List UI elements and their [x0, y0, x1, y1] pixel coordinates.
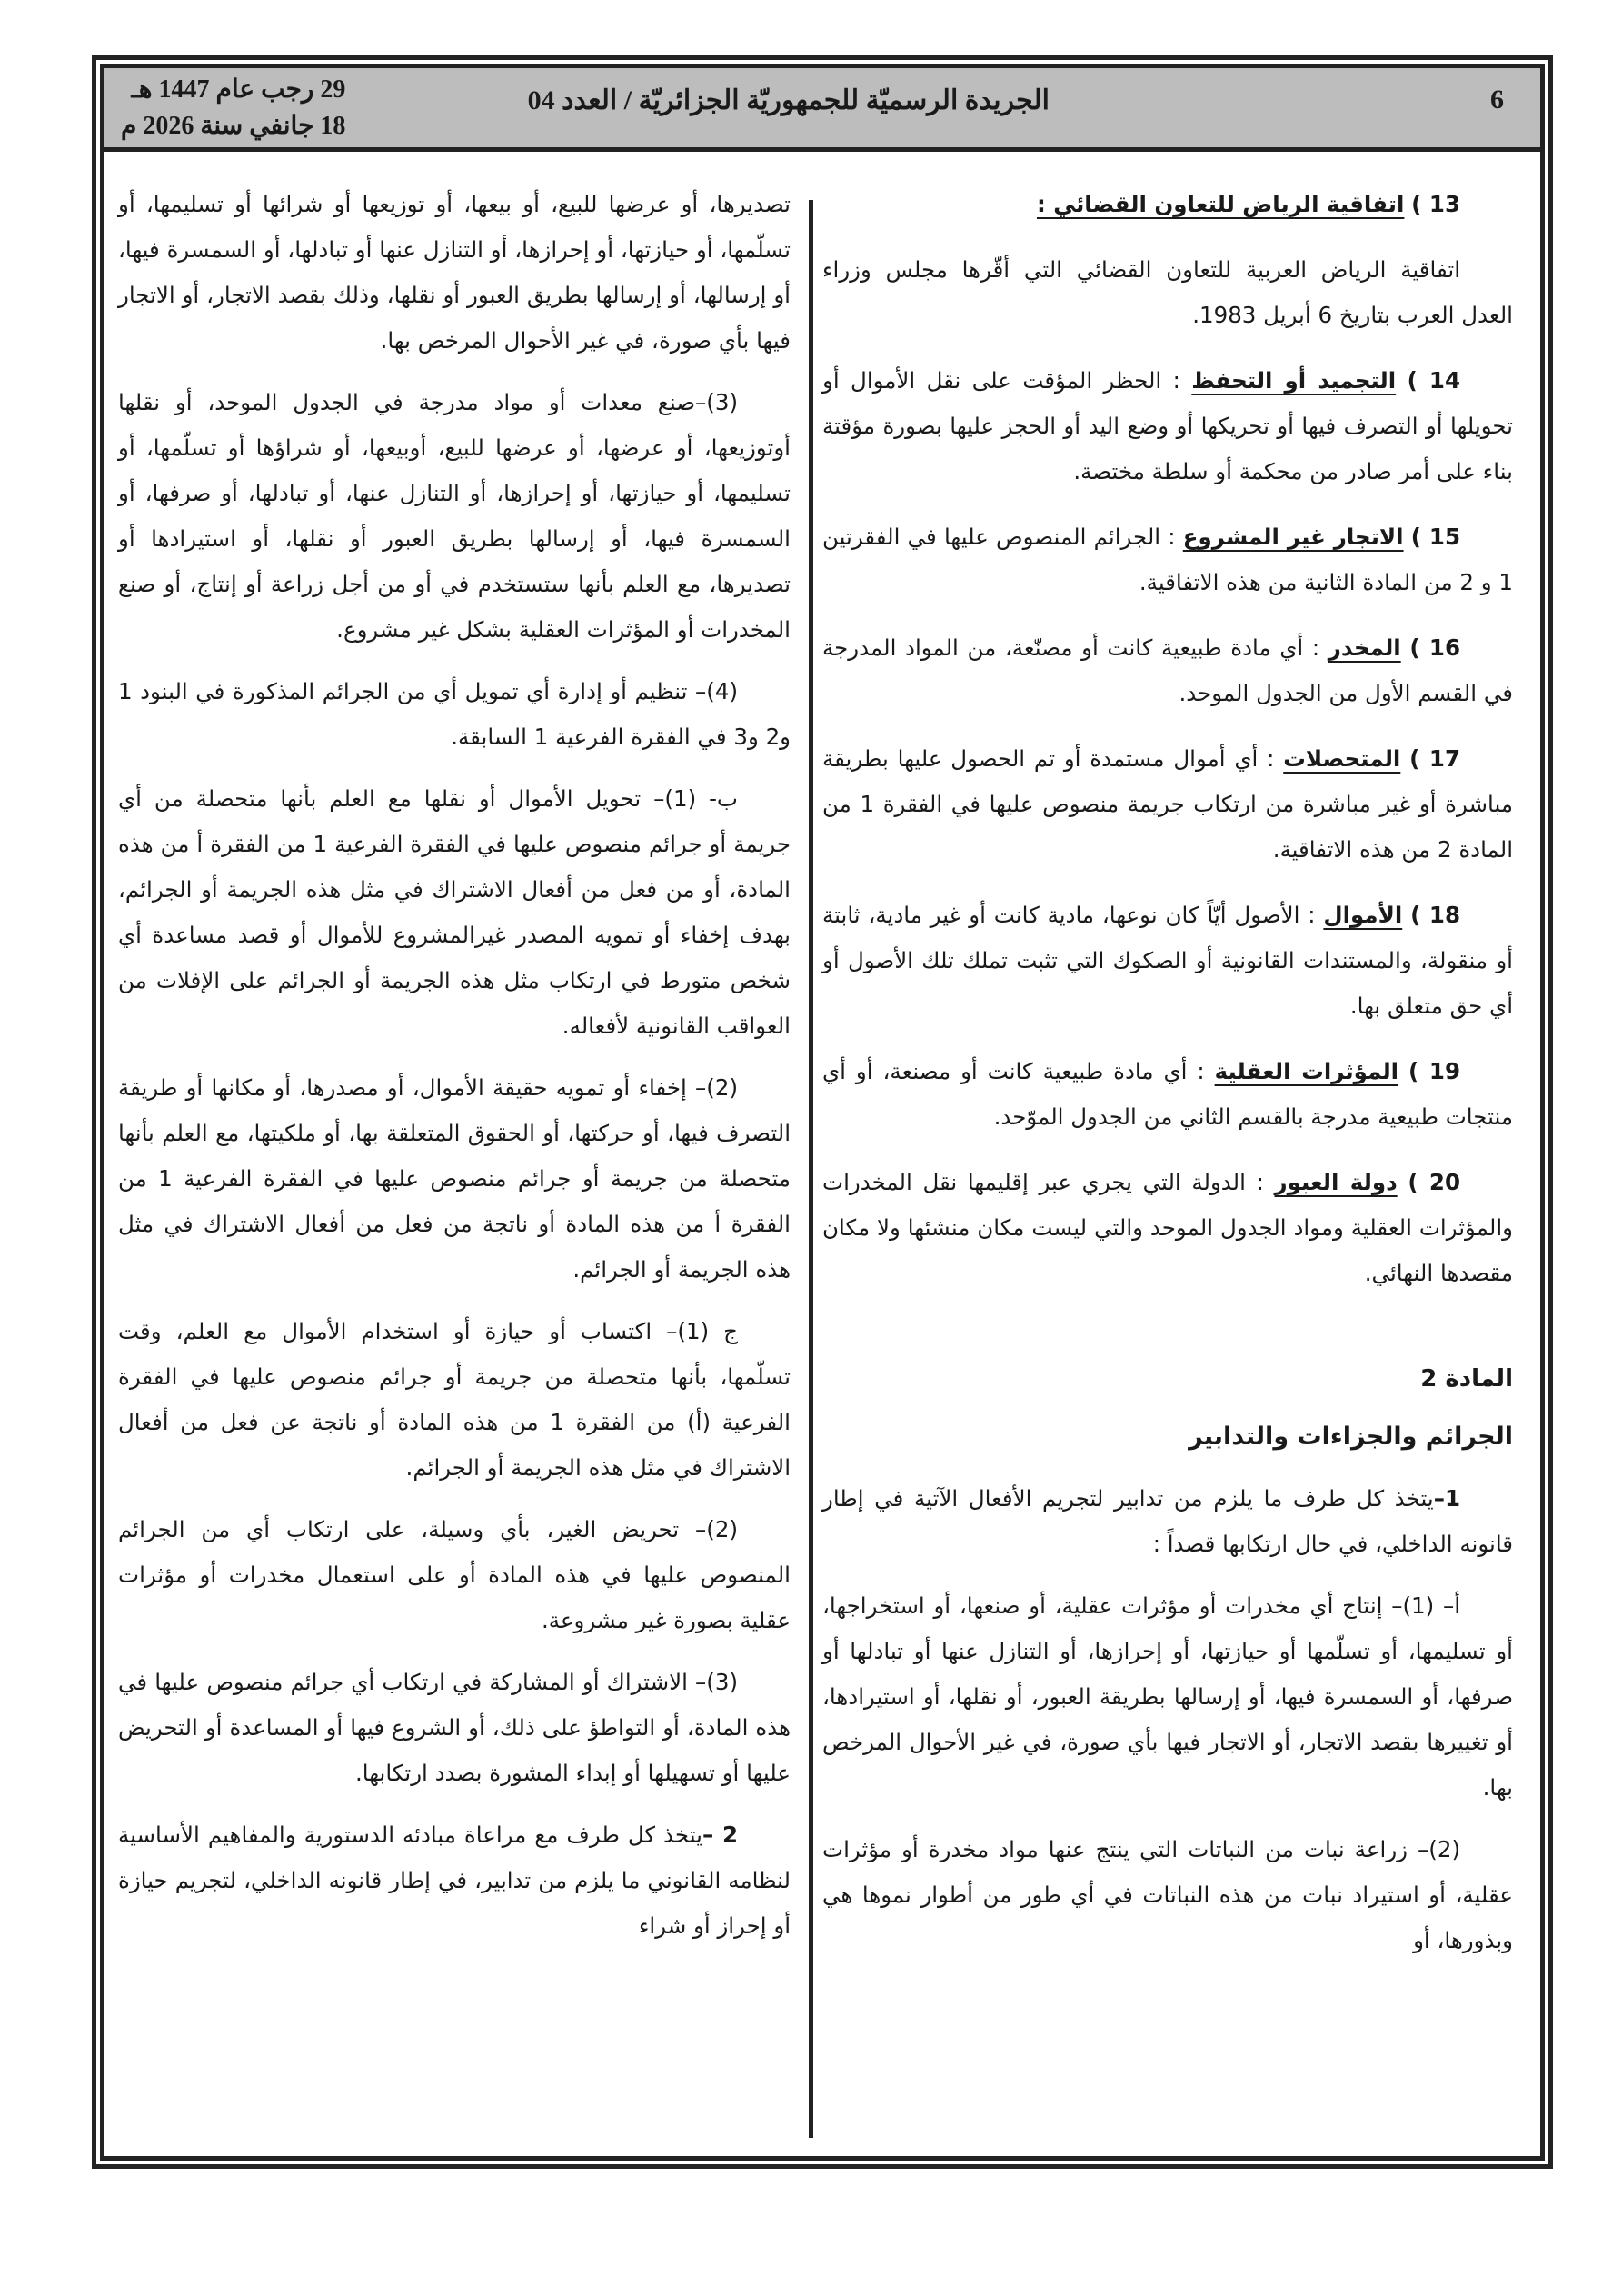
article-paragraph — [118, 1812, 791, 1949]
article-paragraph — [822, 1827, 1513, 1963]
right-column — [822, 182, 1513, 1980]
paragraph-text: (4)– تنظيم أو إدارة أي تمويل أي من الجرائم المذكورة في البنود 1 و2 و3 في الفقرة الفرعية 1 السابقة. — [118, 678, 791, 750]
article-title: الجرائم والجزاءات والتدابير — [1189, 1423, 1513, 1451]
paragraph-text: (2)– إخفاء أو تمويه حقيقة الأموال، أو مصدرها، أو مكانها أو طريقة التصرف فيها، أو حركتها، أو الحقوق المتعلقة بها، أو ملكيتها، مع العلم بأنها متحصلة من جريمة أو جرائم منصوص عليها في الفقرة الفرعية 1 من الفقرة أ من هذه المادة أو ناتجة من فعل من أفعال الاشتراك في مثل هذه الجريمة أو الجرائم. — [118, 1074, 791, 1283]
definition-text: : الدولة التي يجري عبر إقليمها نقل المخدرات والمؤثرات العقلية ومواد الجدول الموحد والتي ليست مكان منشئها ولا مكان مقصدها النهائي. — [822, 1169, 1513, 1286]
definition-term: المؤثرات العقلية — [1214, 1058, 1399, 1084]
definition-term: اتفاقية الرياض للتعاون القضائي : — [1036, 191, 1405, 217]
definition-text: : الحظر المؤقت على نقل الأموال أو تحويلها أو التصرف فيها أو تحريكها أو وضع اليد أو الحجز عليها بصورة مؤقتة بناء على أمر صادر من محكمة أو سلطة مختصة. — [822, 367, 1513, 484]
paragraph-text: تصديرها، أو عرضها للبيع، أو بيعها، أو توزيعها أو شرائها أو تسليمها، أو تسلّمها، أو حيازتها، أو إحرازها، أو التنازل عنها أو تبادلها، أو السمسرة فيها، أو إرسالها، أو إرسالها بطريق العبور أو نقلها، وذلك بقصد الاتجار، أو الاتجار فيها بأي صورة، في غير الأحوال المرخص بها. — [118, 191, 791, 354]
page-number: 6 — [1490, 85, 1504, 115]
paragraph-text: (2)– زراعة نبات من النباتات التي ينتج عنها مواد مخدرة أو مؤثرات عقلية، أو استيراد نبات من هذه النباتات في أي طور من أطوار نموها هي وبذورها، أو — [822, 1836, 1513, 1953]
paragraph-text: يتخذ كل طرف مع مراعاة مبادئه الدستورية والمفاهيم الأساسية لنظامه القانوني ما يلزم من تدابير، في إطار قانونه الداخلي، لتجريم حيازة أو إحراز أو شراء — [118, 1822, 791, 1939]
issue-dates — [121, 72, 345, 145]
left-column — [118, 182, 791, 1965]
definition-text: : الجرائم المنصوص عليها في الفقرتين 1 و 2 من المادة الثانية من هذه الاتفاقية. — [822, 524, 1513, 595]
definition-number: 17 ) — [1409, 745, 1460, 772]
definition-term: الأموال — [1323, 902, 1403, 928]
definition-term: التجميد أو التحفظ — [1191, 367, 1397, 394]
definition-item — [822, 625, 1513, 716]
paragraph-text: (3)– الاشتراك أو المشاركة في ارتكاب أي جرائم منصوص عليها في هذه المادة، أو التواطؤ على ذلك، أو الشروع فيها أو المساعدة أو التحريض عليها أو تسهيلها أو إبداء المشورة بصدد ارتكابها. — [118, 1669, 791, 1786]
definition-item — [822, 247, 1513, 338]
paragraph-text: أ– (1)– إنتاج أي مخدرات أو مؤثرات عقلية، أو صنعها، أو استخراجها، أو تسليمها، أو تسلّمها أو حيازتها، أو إحرازها، أو التنازل عنها أو تبادلها أو صرفها، أو السمسرة فيها، أو إرسالها بطريقة العبور، أو نقلها، أو استيرادها، أو تغييرها بقصد الاتجار، أو الاتجار فيها بأي صورة، في غير الأحوال المرخص بها. — [822, 1592, 1513, 1801]
clause-number: 1– — [1433, 1485, 1460, 1512]
definition-term: المخدر — [1328, 634, 1401, 661]
definition-number: 20 ) — [1408, 1169, 1461, 1195]
article-paragraph — [118, 1065, 791, 1293]
definition-number: 14 ) — [1407, 367, 1461, 394]
hijri-date: 29 رجب عام 1447 هـ — [131, 75, 346, 104]
definition-term: الاتجار غير المشروع — [1182, 524, 1404, 550]
article-paragraph — [118, 669, 791, 760]
paragraph-text: ب- (1)– تحويل الأموال أو نقلها مع العلم بأنها متحصلة من أي جريمة أو جرائم منصوص عليها في الفقرة الفرعية 1 من الفقرة أ من هذه المادة، أو من فعل من أفعال الاشتراك في مثل هذه الجريمة أو الجرائم، بهدف إخفاء أو تمويه المصدر غيرالمشروع للأموال أو قصد مساعدة أي شخص متورط في ارتكاب مثل هذه الجريمة أو الجرائم على الإفلات من العواقب القانونية لأفعاله. — [118, 785, 791, 1039]
gregorian-date: 18 جانفي سنة 2026 م — [121, 112, 346, 140]
gazette-title: الجريدة الرسميّة للجمهوريّة الجزائريّة / العدد 04 — [527, 85, 1050, 115]
definition-text: : الأصول أيّاً كان نوعها، مادية كانت أو غير مادية، ثابتة أو منقولة، والمستندات القانونية أو الصكوك التي تثبت تملك تلك الأصول أو أي حق متعلق بها. — [822, 902, 1513, 1019]
article-number: المادة 2 — [1420, 1365, 1513, 1393]
definition-item — [822, 182, 1513, 227]
paragraph-text: يتخذ كل طرف ما يلزم من تدابير لتجريم الأفعال الآتية في إطار قانونه الداخلي، في حال ارتكابها قصداً : — [822, 1485, 1513, 1557]
article-paragraph — [118, 182, 791, 364]
definition-text: : أي مادة طبيعية كانت أو مصنعة، أو أي منتجات طبيعية مدرجة بالقسم الثاني من الجدول الموّحد. — [822, 1058, 1513, 1130]
clause-number: 2 – — [702, 1822, 738, 1848]
column-divider — [809, 200, 813, 2138]
definition-number: 18 ) — [1410, 902, 1460, 928]
definition-number: 16 ) — [1409, 634, 1461, 661]
definition-item — [822, 736, 1513, 873]
definition-item — [822, 1049, 1513, 1140]
article-paragraph — [118, 1660, 791, 1796]
definition-term: المتحصلات — [1283, 745, 1401, 772]
paragraph-text: (3)–صنع معدات أو مواد مدرجة في الجدول الموحد، أو نقلها أوتوزيعها، أو عرضها، أو عرضها للبيع، أوبيعها، أو شراؤها أو تسلّمها، أو تسليمها، أو حيازتها، أو إحرازها، أو التنازل عنها، أو تبادلها، أو صرفها، أو السمسرة فيها، أو إرسالها بطريق العبور أو نقلها، أو استيرادها أو تصديرها، مع العلم بأنها ستستخدم في أو من أجل زراعة أو إنتاج، أو صنع المخدرات أو المؤثرات العقلية بشكل غير مشروع. — [118, 389, 791, 643]
definition-number: 19 ) — [1408, 1058, 1460, 1084]
article-paragraph — [822, 1476, 1513, 1567]
definition-number: 13 ) — [1411, 191, 1460, 217]
definition-item — [822, 893, 1513, 1029]
article-paragraph — [118, 1309, 791, 1491]
article-paragraph — [822, 1583, 1513, 1811]
definition-item — [822, 514, 1513, 605]
definition-text: : أي مادة طبيعية كانت أو مصنّعة، من المواد المدرجة في القسم الأول من الجدول الموحد. — [822, 634, 1513, 706]
definition-text: اتفاقية الرياض العربية للتعاون القضائي التي أقّرها مجلس وزراء العدل العرب بتاريخ 6 أبريل 1983. — [822, 256, 1513, 328]
article-paragraph — [118, 776, 791, 1049]
definition-text: : أي أموال مستمدة أو تم الحصول عليها بطريقة مباشرة أو غير مباشرة من ارتكاب جريمة منصوص عليها في الفقرة 1 من المادة 2 من هذه الاتفاقية. — [822, 745, 1514, 863]
paragraph-text: ج (1)– اكتساب أو حيازة أو استخدام الأموال مع العلم، وقت تسلّمها، بأنها متحصلة من جريمة أو جرائم منصوص عليها في الفقرة الفرعية (أ) من الفقرة 1 من هذه المادة أو ناتجة عن فعل من أفعال الاشتراك في مثل هذه الجريمة أو الجرائم. — [118, 1318, 791, 1481]
definition-item — [822, 1160, 1513, 1296]
article-paragraph — [118, 380, 791, 653]
definition-term: دولة العبور — [1274, 1169, 1398, 1195]
definition-item — [822, 358, 1513, 494]
definitions-list — [822, 182, 1513, 1296]
definition-number: 15 ) — [1410, 524, 1461, 550]
gazette-header — [104, 68, 1540, 152]
article-paragraph — [118, 1507, 791, 1643]
paragraph-text: (2)– تحريض الغير، بأي وسيلة، على ارتكاب أي من الجرائم المنصوص عليها في هذه المادة أو على استعمال مخدرات أو مؤثرات عقلية بصورة غير مشروعة. — [118, 1516, 791, 1633]
